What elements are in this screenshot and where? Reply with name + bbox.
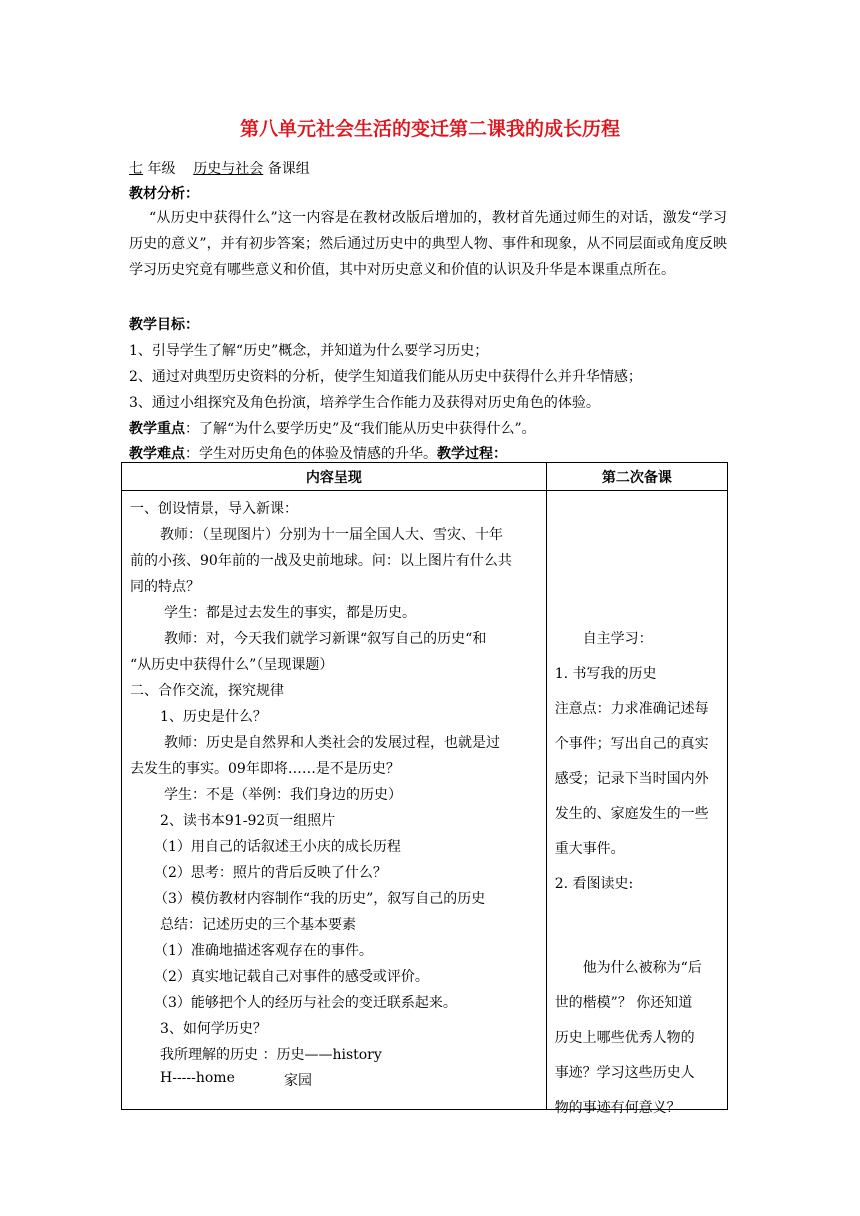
prep-line: 他为什么被称为“后: [582, 960, 702, 976]
second-prep-cell: [546, 491, 727, 1116]
content-line: 前的小孩、90年前的一战及史前地球。问：以上图片有什么共: [130, 553, 512, 569]
key-point-text: ：了解“为什么要学历史”及“我们能从历史中获得什么”。: [185, 421, 536, 437]
content-line: 总结：记述历史的三个基本要素: [160, 917, 356, 933]
content-line: 一、创设情景，导入新课：: [130, 501, 298, 517]
content-line: 家园: [284, 1073, 312, 1089]
key-point-label: 教学重点: [129, 421, 185, 437]
difficulty: [129, 443, 507, 463]
group: 备课组: [267, 161, 310, 177]
content-line: 同的特点？: [130, 579, 200, 595]
content-line: 我所理解的历史 ：历史——history: [160, 1047, 382, 1063]
content-line: （1）用自己的话叙述王小庆的成长历程: [154, 839, 401, 855]
prep-line: 注意点：力求准确记述每: [554, 701, 709, 717]
content-line: 学生：都是过去发生的事实，都是历史。: [164, 605, 416, 621]
column-header-second-prep: 第二次备课: [546, 463, 727, 491]
header-line: [129, 158, 310, 178]
analysis-heading: 教材分析：: [129, 186, 199, 202]
column-header-content: 内容呈现: [122, 463, 547, 491]
content-line: 2、读书本91-92页一组照片: [160, 813, 336, 829]
content-line: 1、历史是什么？: [160, 709, 267, 725]
prep-line: 感受；记录下当时国内外: [554, 771, 709, 787]
prep-line: 自主学习：: [582, 631, 653, 647]
analysis-text: “从历史中获得什么”这一内容是在教材改版后增加的，教材首先通过师生的对话，激发“学习历史的意义”，并有初步答案；然后通过历史中的典型人物、事件和现象，从不同层面或角度反映学习历史究竟有哪些意义和价值，其中对历史意义和价值的认识及升华是本课重点所在。: [129, 210, 727, 278]
content-line: 3、如何学历史？: [160, 1021, 267, 1037]
grade: 七: [129, 161, 143, 177]
prep-line: 个事件；写出自己的真实: [554, 736, 709, 752]
content-line: （3）模仿教材内容制作“我的历史”，叙写自己的历史: [154, 891, 486, 907]
content-line: 二、合作交流，探究规律: [130, 683, 284, 699]
prep-line: 重大事件。: [554, 841, 625, 857]
content-line: （1）准确地描述客观存在的事件。: [154, 943, 373, 959]
subject: 历史与社会: [193, 161, 264, 177]
grade-suffix: 年级: [147, 161, 176, 177]
content-line: 教师：对，今天我们就学习新课“叙写自己的历史“和: [164, 631, 487, 647]
prep-line: 2. 看图读史:: [554, 876, 634, 892]
content-line: 教师：历史是自然界和人类社会的发展过程，也就是过: [164, 735, 500, 751]
difficulty-label: 教学难点: [129, 446, 185, 462]
content-line: “从历史中获得什么”（呈现课题）: [130, 657, 334, 673]
content-cell: [122, 491, 547, 1110]
prep-line: 物的事迹有何意义？: [554, 1100, 681, 1116]
goal-item: 3、通过小组探究及角色扮演，培养学生合作能力及获得对历史角色的体验。: [129, 395, 600, 411]
goal-item: 2、通过对典型历史资料的分析，使学生知道我们能从历史中获得什么并升华情感；: [129, 369, 642, 385]
page-title: 第八单元社会生活的变迁第二课我的成长历程: [239, 118, 620, 140]
content-line: （2）真实地记载自己对事件的感受或评价。: [154, 969, 429, 985]
prep-line: 1. 书写我的历史: [554, 666, 657, 682]
prep-line: 发生的、家庭发生的一些: [554, 806, 709, 822]
prep-line: 世的楷模”？ 你还知道: [554, 995, 693, 1011]
lesson-table: [121, 462, 728, 1116]
content-line: 学生：不是（举例：我们身边的历史）: [164, 787, 402, 803]
content-line: H-----home: [160, 1070, 235, 1086]
difficulty-text: ：学生对历史角色的体验及情感的升华。: [185, 446, 437, 462]
prep-line: 历史上哪些优秀人物的: [554, 1030, 695, 1046]
prep-line: 事迹？学习这些历史人: [554, 1065, 695, 1081]
goals-heading: 教学目标：: [129, 317, 199, 333]
content-line: 去发生的事实。09年即将……是不是历史？: [130, 761, 400, 777]
goal-item: 1、引导学生了解“历史”概念，并知道为什么要学习历史；: [129, 343, 489, 359]
content-line: （2）思考：照片的背后反映了什么？: [154, 865, 387, 881]
content-line: 教师：（呈现图片）分别为十一届全国人大、雪灾、十年: [160, 527, 503, 543]
process-heading: 教学过程：: [437, 446, 507, 462]
key-point: [129, 418, 536, 438]
content-line: （3）能够把个人的经历与社会的变迁联系起来。: [154, 995, 457, 1011]
